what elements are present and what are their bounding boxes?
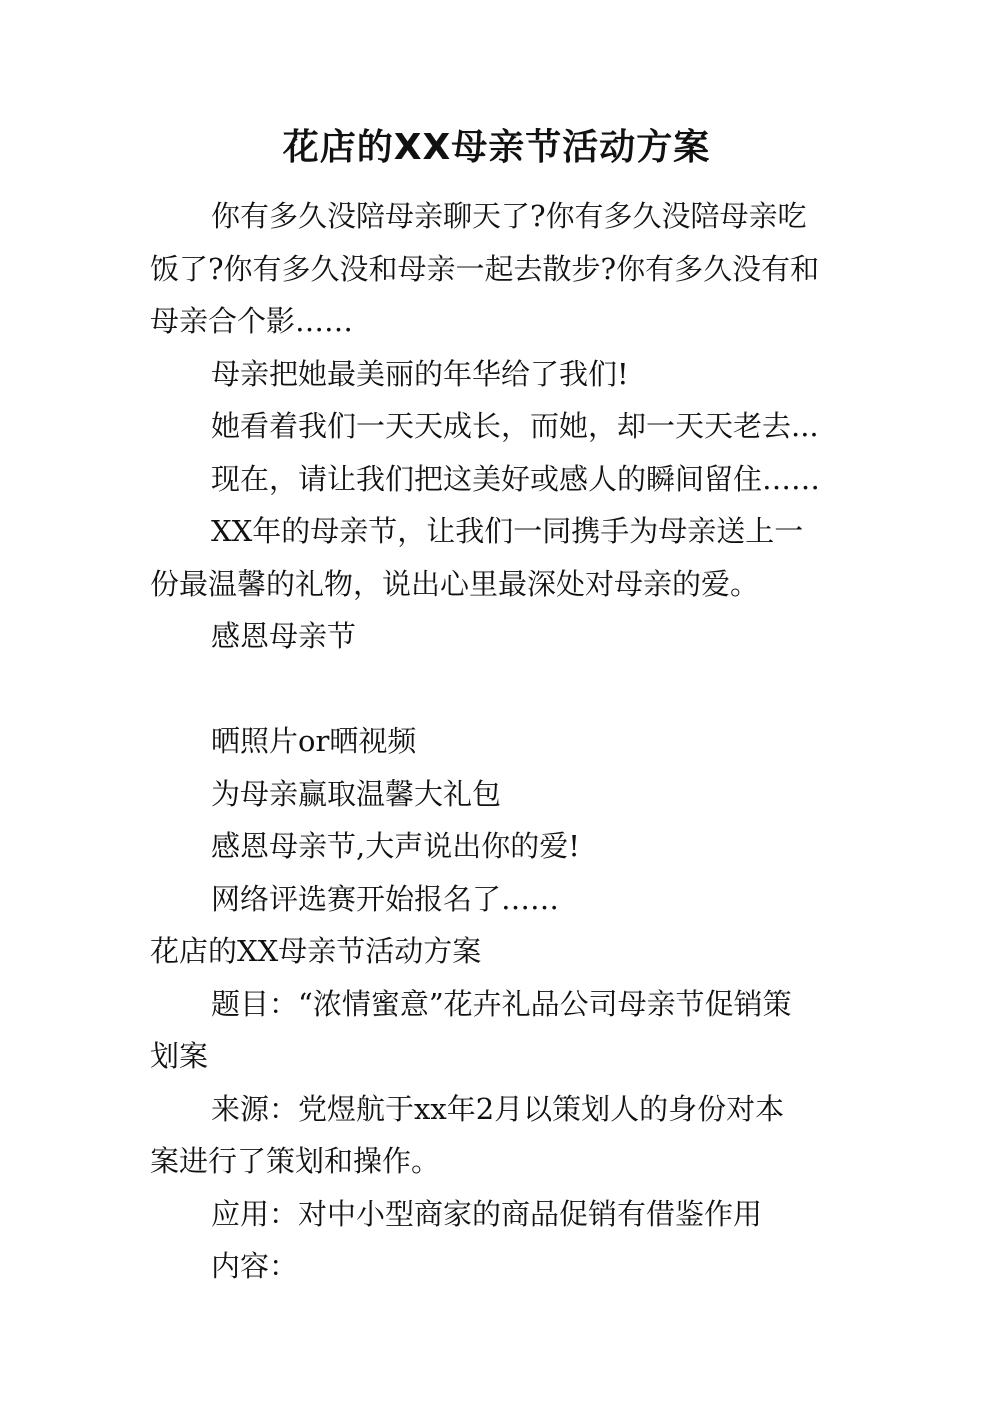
paragraph-line: 划案 <box>150 1039 209 1073</box>
document-title: 花店的XX母亲节活动方案 <box>282 127 711 168</box>
paragraph-line: 母亲合个影…… <box>150 304 354 338</box>
paragraph-line: 应用：对中小型商家的商品促销有借鉴作用 <box>211 1196 763 1231</box>
paragraph-line: 感恩母亲节,大声说出你的爱! <box>211 829 580 863</box>
paragraph-line: 为母亲赢取温馨大礼包 <box>211 776 502 811</box>
paragraph-line: 她看着我们一天天成长，而她，却一天天老去... <box>211 409 819 443</box>
paragraph-line: 网络评选赛开始报名了…… <box>211 881 560 916</box>
paragraph-line: 案进行了策划和操作。 <box>150 1144 441 1178</box>
blank-line <box>150 663 850 716</box>
paragraph-line: 母亲把她最美丽的年华给了我们! <box>211 356 629 391</box>
paragraph-line: 来源：党煜航于xx年2月以策划人的身份对本 <box>211 1091 785 1126</box>
paragraph-line: 你有多久没陪母亲聊天了?你有多久没陪母亲吃 <box>211 199 807 233</box>
paragraph-line: 饭了?你有多久没和母亲一起去散步?你有多久没有和 <box>150 251 820 286</box>
document-body <box>150 190 850 1293</box>
paragraph-line: 晒照片or晒视频 <box>211 724 417 758</box>
paragraph-line: 内容： <box>211 1249 299 1283</box>
section-heading: 花店的XX母亲节活动方案 <box>150 934 482 968</box>
paragraph-line: 题目：“浓情蜜意”花卉礼品公司母亲节促销策 <box>211 986 792 1021</box>
paragraph-line: 感恩母亲节 <box>211 619 357 653</box>
paragraph-line: XX年的母亲节，让我们一同携手为母亲送上一 <box>211 514 804 548</box>
paragraph-line: 份最温馨的礼物，说出心里最深处对母亲的爱。 <box>150 566 760 601</box>
paragraph-line: 现在，请让我们把这美好或感人的瞬间留住…… <box>211 461 821 496</box>
